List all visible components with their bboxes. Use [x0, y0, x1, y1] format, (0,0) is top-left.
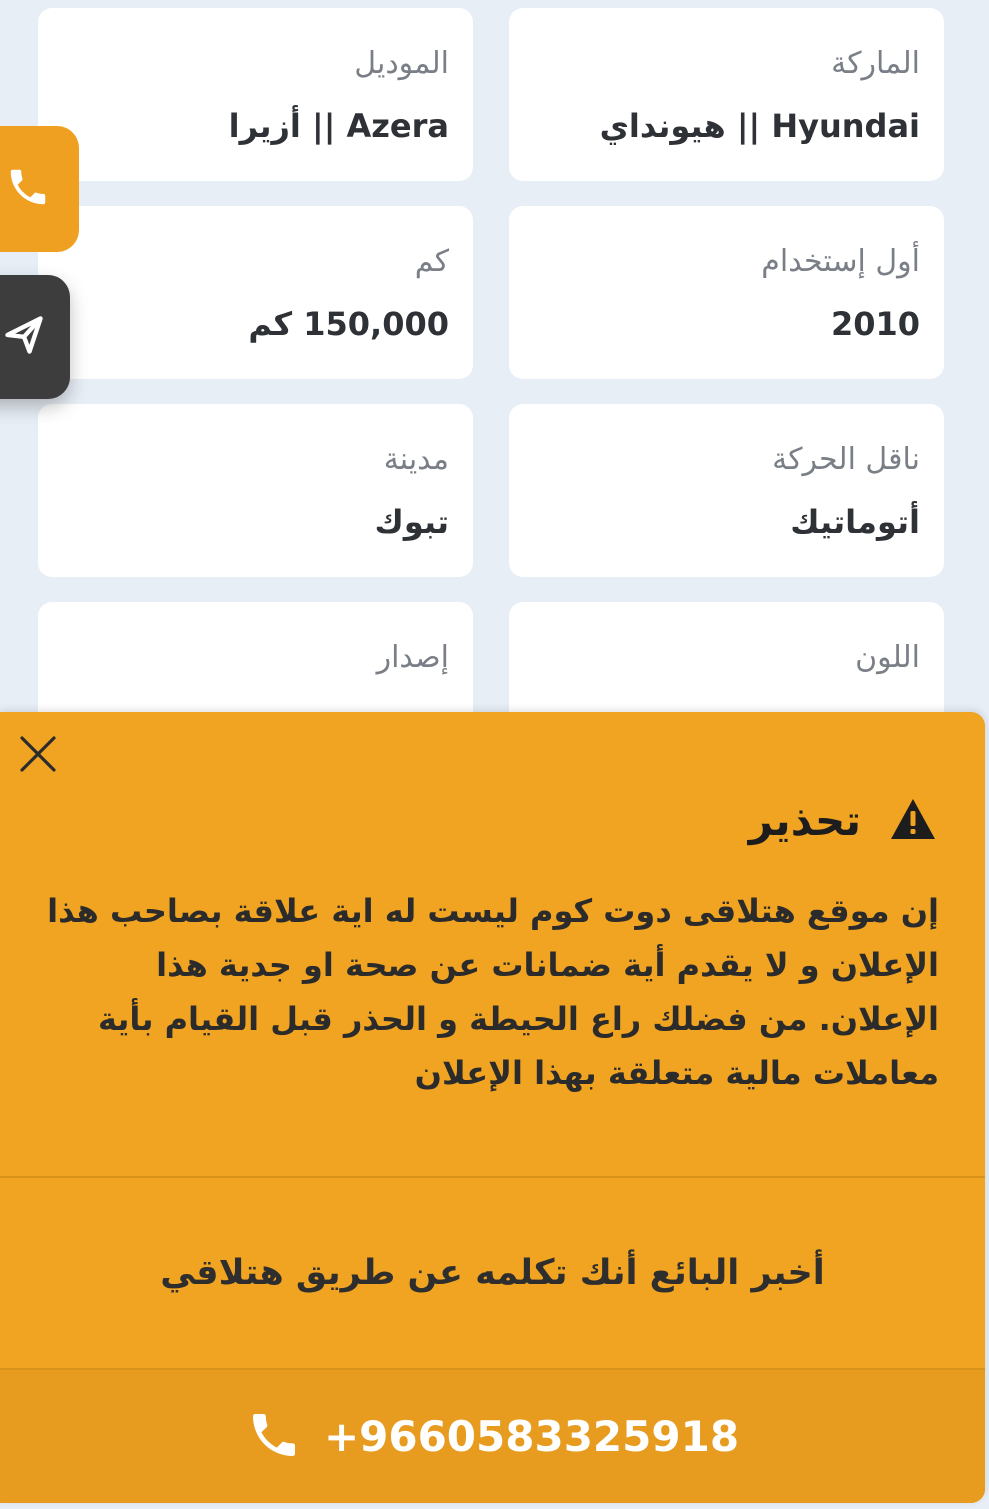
spec-value: Hyundai || هيونداي — [599, 107, 920, 145]
spec-label: كم — [414, 244, 449, 279]
warning-title-text: تحذير — [748, 796, 861, 845]
spec-card-mileage — [38, 206, 473, 379]
spec-value: Azera || أزيرا — [228, 107, 449, 145]
floating-share-button[interactable] — [0, 275, 70, 399]
floating-call-button[interactable] — [0, 126, 79, 252]
spec-card-city — [38, 404, 473, 577]
share-icon — [2, 313, 46, 361]
spec-label: أول إستخدام — [761, 244, 920, 279]
spec-card-model — [38, 8, 473, 181]
close-icon[interactable] — [18, 734, 58, 774]
warning-panel — [0, 712, 985, 1503]
spec-label: إصدار — [376, 640, 449, 675]
warning-title — [749, 796, 937, 845]
spec-label: مدينة — [383, 442, 449, 477]
spec-card-transmission — [509, 404, 944, 577]
spec-card-first-use — [509, 206, 944, 379]
spec-value: أتوماتيك — [790, 503, 920, 541]
call-seller-button[interactable] — [0, 1370, 985, 1503]
spec-label: اللون — [855, 640, 920, 675]
tell-seller-text: أخبر البائع أنك تكلمه عن طريق هتلاقي — [160, 1253, 825, 1293]
spec-label: الموديل — [354, 46, 449, 81]
spec-label: ناقل الحركة — [772, 442, 920, 477]
warning-triangle-icon — [889, 797, 937, 845]
spec-value: تبوك — [374, 503, 449, 541]
seller-phone-number: +9660583325918 — [323, 1412, 740, 1461]
spec-card-brand — [509, 8, 944, 181]
spec-value: 150,000 كم — [248, 305, 449, 343]
phone-icon — [5, 164, 51, 214]
phone-icon — [246, 1407, 302, 1467]
spec-value: 2010 — [830, 305, 920, 343]
spec-label: الماركة — [831, 46, 920, 81]
warning-body: إن موقع هتلاقى دوت كوم ليست له اية علاقة بصاحب هذا الإعلان و لا يقدم أية ضمانات عن صحة او جدية هذا الإعلان. من فضلك راع الحيطة و الحذر قبل القيام بأية معاملات مالية متعلقة بهذا الإعلان — [47, 892, 939, 1092]
